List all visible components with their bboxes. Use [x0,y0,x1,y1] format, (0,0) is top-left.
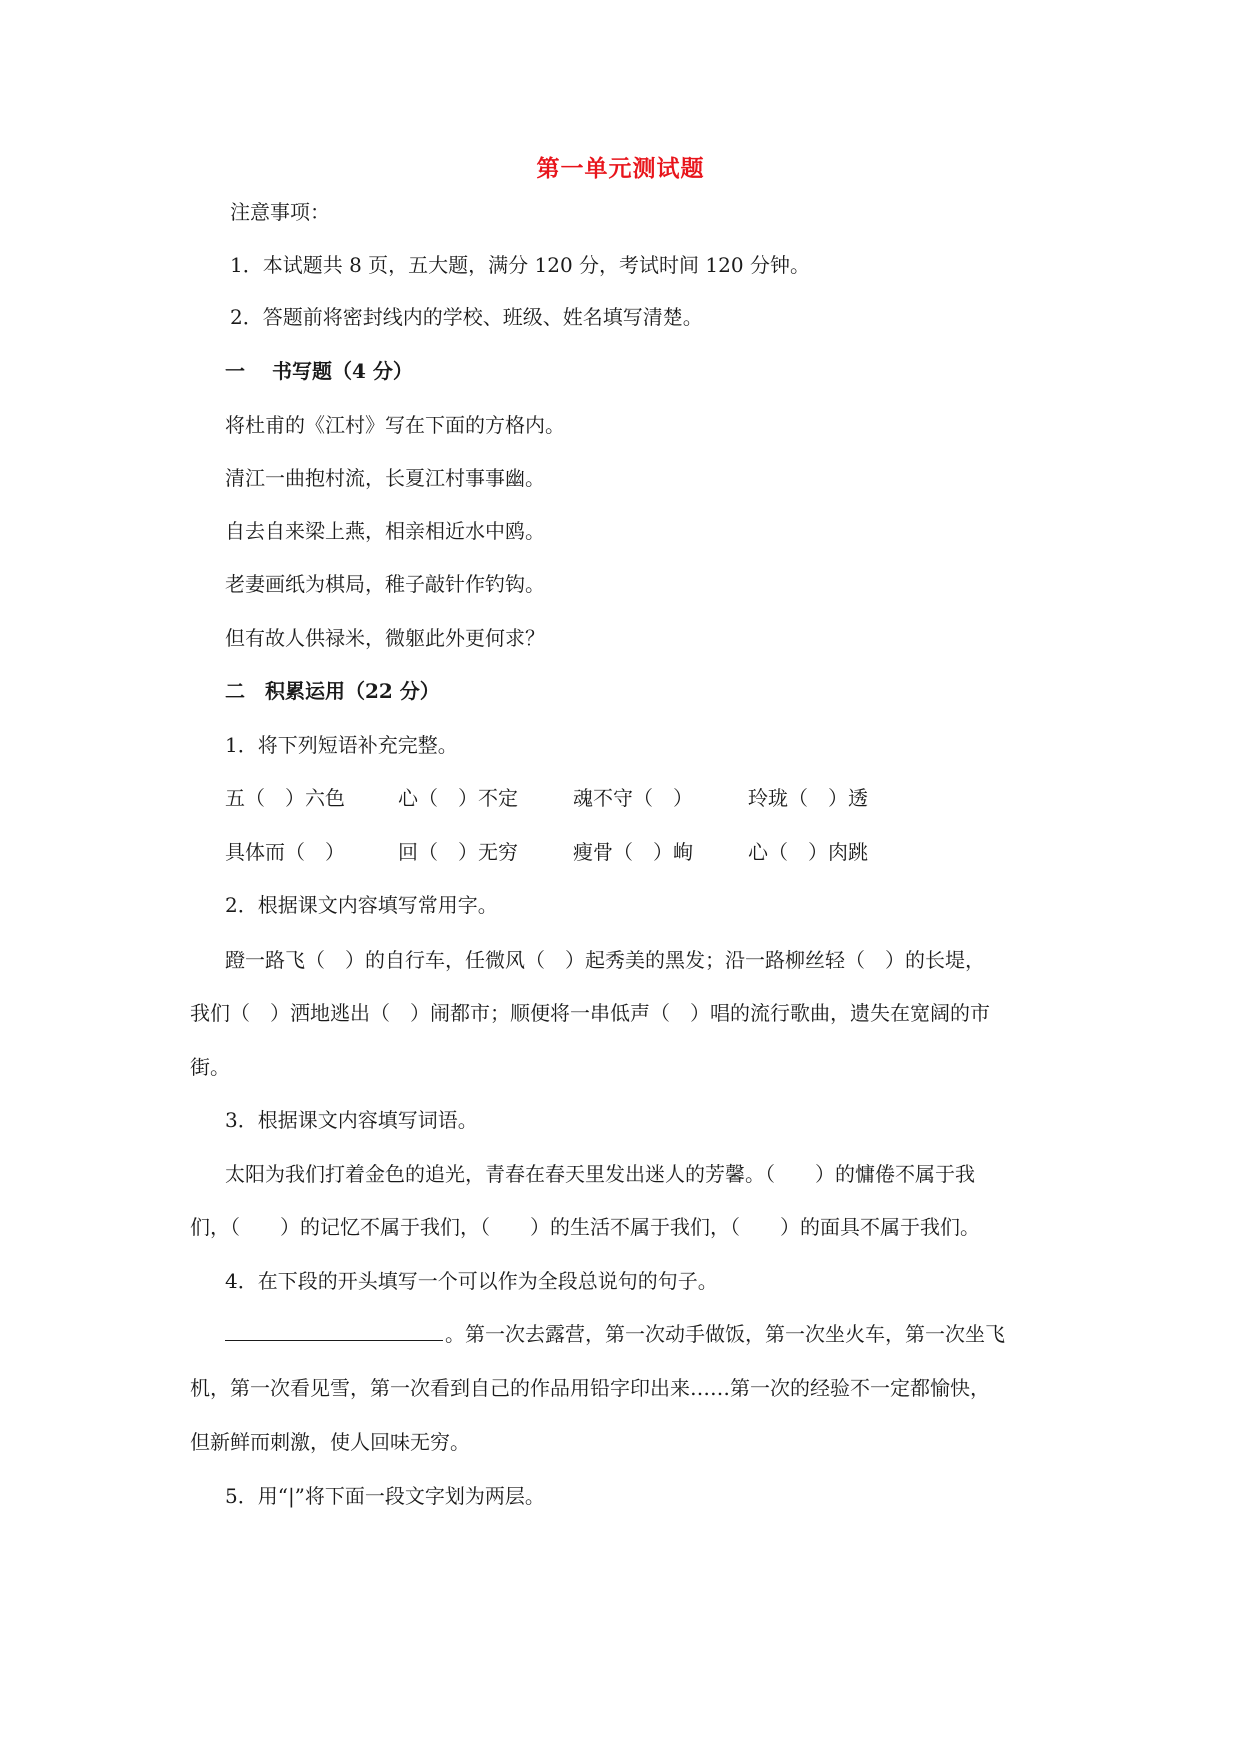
q3-line-1: 太阳为我们打着金色的追光，青春在春天里发出迷人的芳馨。（ ）的慵倦不属于我 [225,1162,975,1186]
q4-line-3: 但新鲜而刺激，使人回味无穷。 [190,1430,470,1454]
q2-prompt: 2．根据课文内容填写常用字。 [225,893,498,917]
phrase-item: 瘦骨（ ）峋 [573,840,693,864]
phrase-item: 具体而（ ） [225,840,345,864]
q2-line-1: 蹬一路飞（ ）的自行车，任微风（ ）起秀美的黑发；沿一路柳丝轻（ ）的长堤， [225,948,985,972]
page-title: 第一单元测试题 [536,155,705,182]
phrase-item: 五（ ）六色 [225,786,345,810]
q4-line-1 [225,1322,1005,1346]
section1-instruction: 将杜甫的《江村》写在下面的方格内。 [225,413,565,437]
q4-line-2: 机，第一次看见雪，第一次看到自己的作品用铅字印出来……第一次的经验不一定都愉快， [190,1376,990,1400]
phrase-item: 心（ ）不定 [398,786,518,810]
phrase-item: 魂不守（ ） [573,786,693,810]
answer-blank[interactable] [225,1322,443,1341]
section1-heading: 一 书写题（4 分） [225,359,413,383]
q2-line-3: 街。 [190,1055,230,1079]
poem-line-3: 老妻画纸为棋局，稚子敲针作钓钩。 [225,572,545,596]
q2-line-2: 我们（ ）洒地逃出（ ）闹都市；顺便将一串低声（ ）唱的流行歌曲，遗失在宽阔的市 [190,1001,990,1025]
poem-line-2: 自去自来梁上燕，相亲相近水中鸥。 [225,519,545,543]
poem-line-1: 清江一曲抱村流，长夏江村事事幽。 [225,466,545,490]
q4-prompt: 4．在下段的开头填写一个可以作为全段总说句的句子。 [225,1269,718,1293]
poem-line-4: 但有故人供禄米，微躯此外更何求？ [225,626,545,650]
notes-heading: 注意事项： [230,200,330,224]
q1-prompt: 1．将下列短语补充完整。 [225,733,458,757]
phrase-item: 心（ ）肉跳 [748,840,868,864]
q3-line-2: 们，（ ）的记忆不属于我们，（ ）的生活不属于我们，（ ）的面具不属于我们。 [190,1215,980,1239]
phrase-item: 玲珑（ ）透 [748,786,868,810]
q3-prompt: 3．根据课文内容填写词语。 [225,1108,478,1132]
q4-line-1-text: 。第一次去露营，第一次动手做饭，第一次坐火车，第一次坐飞 [445,1322,1005,1346]
note-item-1: 1．本试题共 8 页，五大题，满分 120 分，考试时间 120 分钟。 [230,253,810,277]
section2-heading: 二 积累运用（22 分） [225,679,440,703]
q5-prompt: 5．用“|”将下面一段文字划为两层。 [225,1484,545,1508]
phrase-item: 回（ ）无穷 [398,840,518,864]
note-item-2: 2．答题前将密封线内的学校、班级、姓名填写清楚。 [230,305,703,329]
